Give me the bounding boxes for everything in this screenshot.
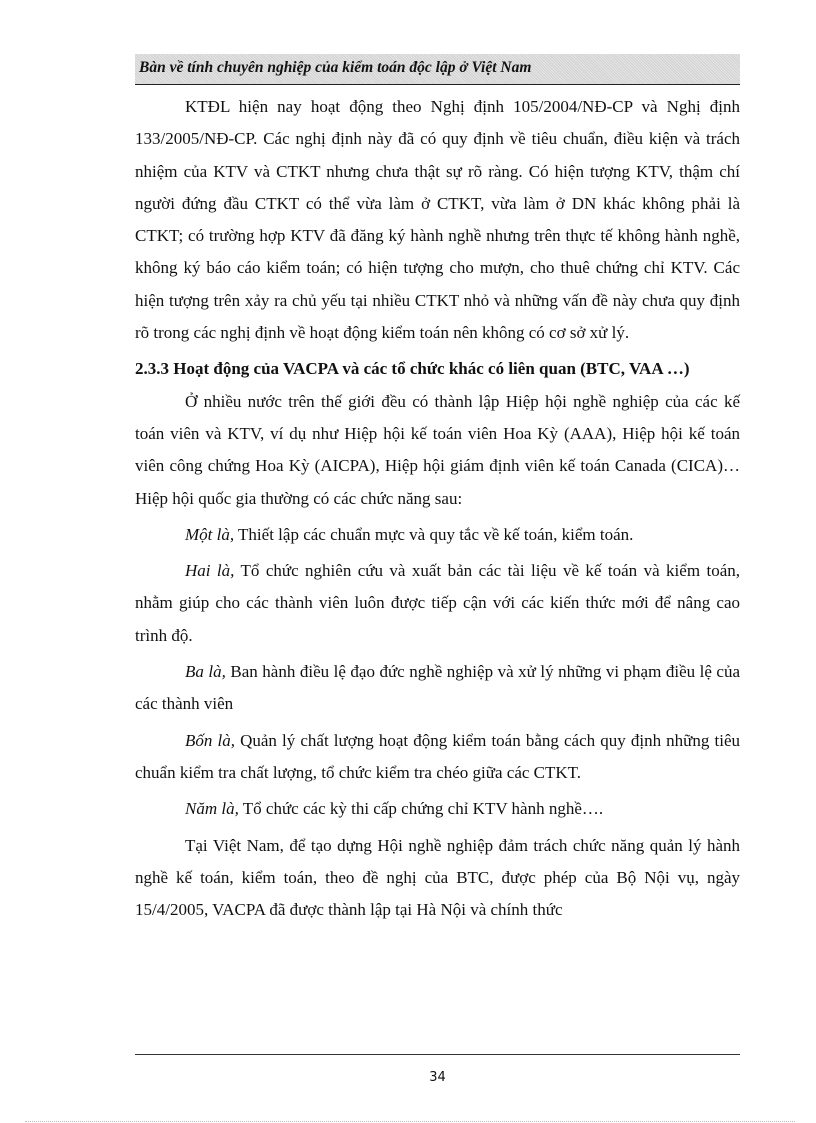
list-item-4 — [135, 725, 740, 790]
page-number: 34 — [429, 1070, 446, 1085]
paragraph-2: Ở nhiều nước trên thế giới đều có thành lập Hiệp hội nghề nghiệp của các kế toán viên và KTV, ví dụ như Hiệp hội kế toán viên Hoa Kỳ (AAA), Hiệp hội kế toán viên công chứng Hoa Kỳ (AICPA), Hiệp hội giám định viên kế toán Canada (CICA)… Hiệp hội quốc gia thường có các chức năng sau: — [135, 391, 740, 508]
paragraph-1: KTĐL hiện nay hoạt động theo Nghị định 105/2004/NĐ-CP và Nghị định 133/2005/NĐ-CP. Các nghị định này đã có quy định về tiêu chuẩn, điều kiện và trách nhiệm của KTV và CTKT nhưng chưa thật sự rõ ràng. Có hiện tượng KTV, thậm chí người đứng đầu CTKT có thể vừa làm ở CTKT, vừa làm ở DN khác không phải là CTKT; có trường hợp KTV đã đăng ký hành nghề nhưng trên thực tế không hành nghề, không ký báo cáo kiểm toán; có hiện tượng cho mượn, cho thuê chứng chỉ KTV. Các hiện tượng trên xảy ra chủ yếu tại nhiều CTKT nhỏ và những vấn đề này chưa quy định rõ trong các nghị định về hoạt động kiểm toán nên không có cơ sở xử lý. — [135, 97, 740, 343]
item-text: Ban hành điều lệ đạo đức nghề nghiệp và xử lý những vi phạm điều lệ của các thành viên — [135, 662, 740, 714]
page-header — [135, 54, 740, 85]
item-lead: Một là, — [185, 524, 235, 544]
list-item-1 — [135, 519, 740, 551]
item-text: Tổ chức nghiên cứu và xuất bản các tài liệu về kế toán và kiểm toán, nhằm giúp cho các thành viên luôn được tiếp cận với các kiến thức mới để nâng cao trình độ. — [135, 561, 740, 645]
item-text: Quản lý chất lượng hoạt động kiểm toán bằng cách quy định những tiêu chuẩn kiểm tra chất lượng, tổ chức kiểm tra chéo giữa các CTKT. — [135, 730, 740, 782]
document-body — [135, 91, 740, 926]
page-bottom-border — [25, 1121, 795, 1122]
item-lead: Năm là, — [185, 799, 239, 819]
list-item-5 — [135, 793, 740, 825]
item-lead: Ba là, — [185, 662, 226, 682]
list-item-2 — [135, 555, 740, 652]
header-title: Bàn về tính chuyên nghiệp của kiểm toán độc lập ở Việt Nam — [139, 59, 532, 76]
footer-divider — [135, 1054, 740, 1055]
list-item-3 — [135, 656, 740, 721]
paragraph-3: Tại Việt Nam, để tạo dựng Hội nghề nghiệp đảm trách chức năng quản lý hành nghề kế toán, kiểm toán, theo đề nghị của BTC, được phép của Bộ Nội vụ, ngày 15/4/2005, VACPA đã được thành lập tại Hà Nội và chính thức — [135, 835, 740, 920]
item-lead: Bốn là, — [185, 730, 235, 750]
section-heading: 2.3.3 Hoạt động của VACPA và các tổ chức khác có liên quan (BTC, VAA …) — [135, 359, 690, 379]
item-text: Tổ chức các kỳ thi cấp chứng chỉ KTV hành nghề…. — [238, 799, 604, 819]
item-lead: Hai là, — [185, 561, 235, 581]
item-text: Thiết lập các chuẩn mực và quy tắc về kế toán, kiểm toán. — [234, 524, 634, 544]
